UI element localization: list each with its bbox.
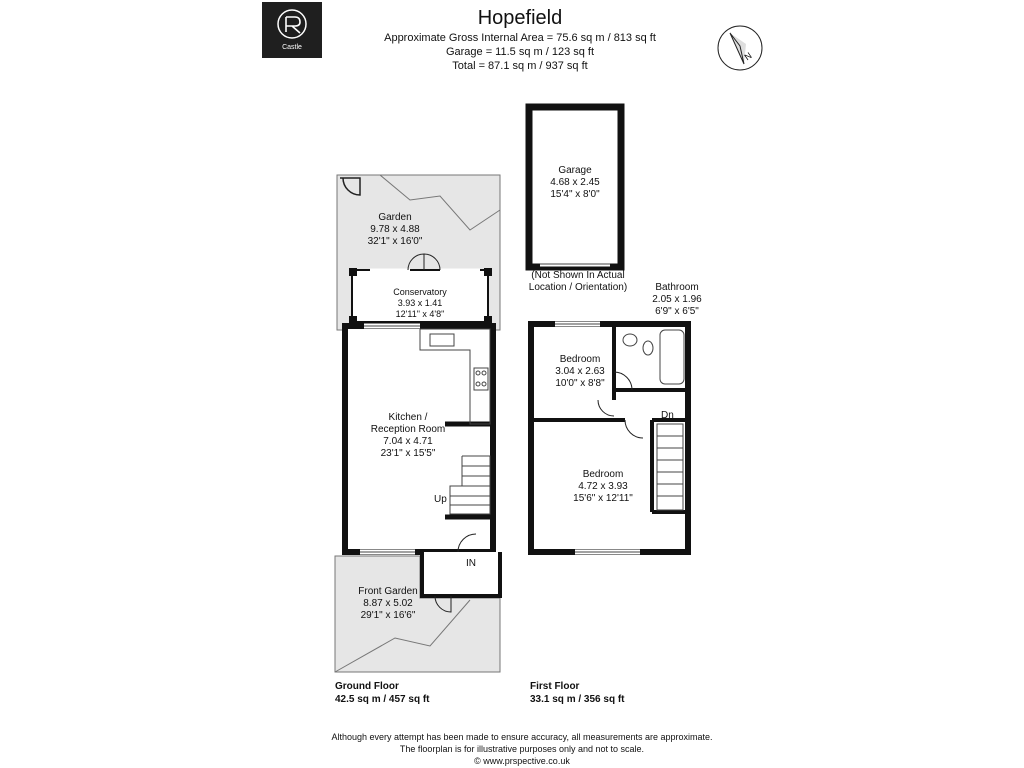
kitchen-name-line1: Kitchen / [388,412,428,423]
bedroom-large-name: Bedroom [582,469,624,480]
garage-area-text: Garage = 11.5 sq m / 123 sq ft [445,46,595,58]
kitchen-metric: 7.04 x 4.71 [383,436,433,447]
kitchen-imperial: 23'1" x 15'5" [380,448,436,459]
bedroom-large-label [558,469,648,505]
bedroom-small-metric: 3.04 x 2.63 [555,366,605,377]
total-area-text: Total = 87.1 sq m / 937 sq ft [452,60,588,72]
garden-label [350,212,440,248]
kitchen-name-line2: Reception Room [370,424,446,435]
bathroom-label [644,282,710,318]
disclaimer-line2: The floorplan is for illustrative purposes only and not to scale. [399,744,645,754]
garage-note-line2: Location / Orientation) [528,282,628,293]
gross-area-text: Approximate Gross Internal Area = 75.6 sq m / 813 sq ft [384,32,656,44]
bedroom-small-label [542,354,618,390]
conservatory-imperial: 12'11" x 4'8" [395,309,445,319]
entrance-label: IN [466,558,476,569]
garage-name: Garage [558,165,592,176]
conservatory-name: Conservatory [393,287,447,297]
garage-metric: 4.68 x 2.45 [550,177,600,188]
compass-north-label: N [742,50,754,63]
first-floor-area: 33.1 sq m / 356 sq ft [530,694,625,705]
ground-floor-label [335,680,430,706]
first-floor-label [530,680,625,706]
bathroom-name: Bathroom [655,282,699,293]
bathroom-imperial: 6'9" x 6'5" [655,306,699,317]
garden-name: Garden [378,212,412,223]
bedroom-small-name: Bedroom [559,354,601,365]
front-garden-label [338,586,438,622]
bedroom-large-metric: 4.72 x 3.93 [578,481,628,492]
stairs-up-label: Up [434,494,447,505]
garage-label [535,165,615,201]
front-garden-name: Front Garden [358,586,418,597]
conservatory-label [362,287,478,320]
page-title: Hopefield [477,7,563,29]
stairs-down-label: Dn [661,410,674,421]
ground-floor-area: 42.5 sq m / 457 sq ft [335,694,430,705]
bathroom-metric: 2.05 x 1.96 [652,294,702,305]
logo-text: Castle [282,44,302,51]
bedroom-small-imperial: 10'0" x 8'8" [555,378,605,389]
garage-note [515,270,641,294]
disclaimer-line1: Although every attempt has been made to ensure accuracy, all measurements are approximate. [331,732,713,742]
first-floor-name: First Floor [530,681,580,692]
conservatory-metric: 3.93 x 1.41 [397,298,443,308]
bedroom-large-imperial: 15'6" x 12'11" [573,493,633,504]
kitchen-label [350,412,466,460]
copyright-line: © www.prspective.co.uk [474,756,570,766]
garage-imperial: 15'4" x 8'0" [550,189,600,200]
ground-floor-name: Ground Floor [335,681,399,692]
garage-note-line1: (Not Shown In Actual [531,270,625,281]
front-garden-metric: 8.87 x 5.02 [363,598,413,609]
garden-metric: 9.78 x 4.88 [370,224,420,235]
garden-imperial: 32'1" x 16'0" [367,236,423,247]
front-garden-imperial: 29'1" x 16'6" [360,610,416,621]
